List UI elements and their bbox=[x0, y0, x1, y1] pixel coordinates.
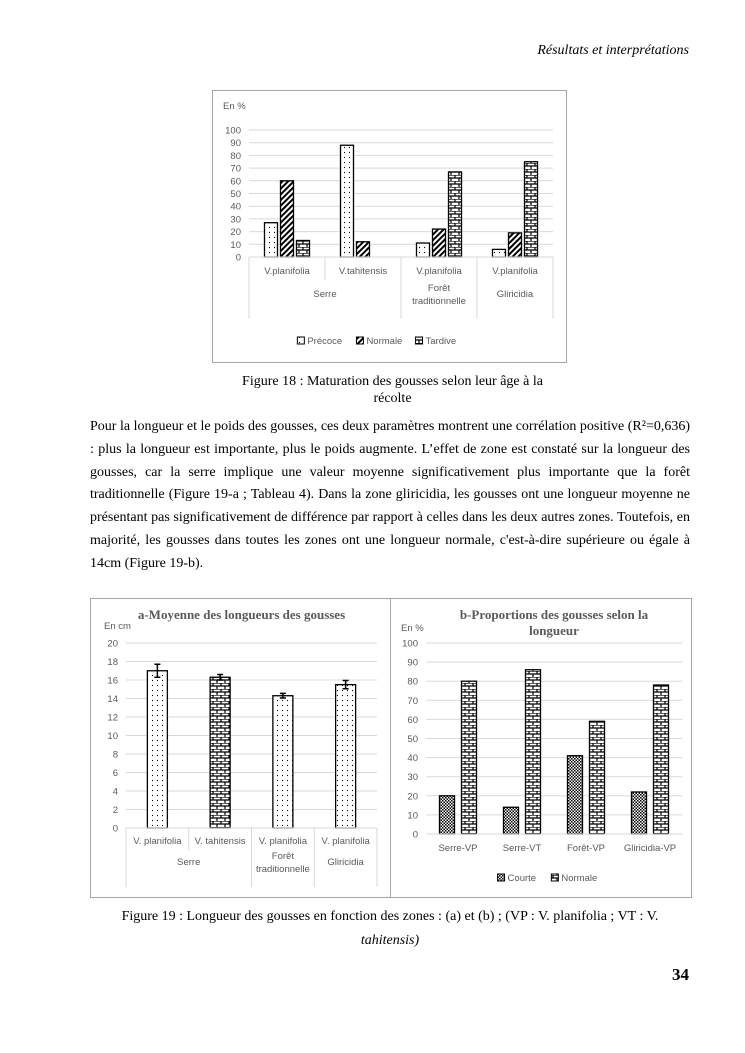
chart-title: a-Moyenne des longueurs des gousses bbox=[137, 607, 346, 622]
chart-title: longueur bbox=[529, 623, 579, 638]
bar-normale bbox=[654, 685, 669, 834]
y-tick-label: 70 bbox=[407, 695, 418, 707]
bar-longueur-moyenne bbox=[273, 696, 293, 828]
y-tick-label: 40 bbox=[230, 201, 241, 213]
y-tick-label: 10 bbox=[407, 810, 418, 822]
y-axis-label: En % bbox=[401, 623, 424, 634]
x-tick-label: V.tahitensis bbox=[338, 266, 388, 277]
chart-title: b-Proportions des gousses selon la bbox=[459, 607, 649, 622]
bar-normale bbox=[433, 229, 446, 257]
bar-courte bbox=[440, 796, 455, 834]
bar-tardive bbox=[525, 162, 538, 257]
x-tick-label: Serre-VT bbox=[502, 843, 542, 854]
group-label: Forêt bbox=[271, 851, 294, 862]
x-tick-label: V.planifolia bbox=[264, 266, 310, 277]
x-tick-label: V. planifolia bbox=[321, 836, 370, 847]
y-tick-label: 12 bbox=[107, 712, 118, 724]
legend-label: Normale bbox=[366, 336, 403, 347]
legend-label: Normale bbox=[561, 873, 598, 884]
group-label: traditionnelle bbox=[255, 864, 310, 875]
y-tick-label: 50 bbox=[407, 734, 418, 745]
bar-longueur-moyenne bbox=[210, 677, 230, 828]
legend-swatch bbox=[356, 337, 363, 344]
legend-swatch bbox=[416, 337, 423, 344]
bar-longueur-moyenne bbox=[147, 671, 167, 828]
caption-line: tahitensis) bbox=[360, 933, 420, 948]
x-tick-label: V.planifolia bbox=[416, 266, 462, 277]
group-label: Forêt bbox=[427, 283, 451, 294]
legend-swatch bbox=[498, 874, 505, 881]
x-tick-label: V. tahitensis bbox=[194, 836, 246, 847]
body-paragraph: Pour la longueur et le poids des gousses, ces deux paramètres montrent une corrélation positive (R²=0,636) : plus la longueur est importante, plus le poids augmente. L’effet de zone est constaté sur la longueur des gousses, car la serre implique une valeur moyenne significativement plus importante que la forêt traditionnelle (Figure 19-a ; Tableau 4). Dans la zone gliricidia, les gousses ont une longueur moyenne ne présentant pas significativement de différence par rapport à celles dans les deux autres zones. Toutefois, en majorité, les gousses dans toutes les zones ont une longueur normale, c'est-à-dire supérieure ou égale à 14cm (Figure 19-b). bbox=[90, 419, 690, 571]
y-tick-label: 16 bbox=[107, 675, 118, 687]
legend-label: Tardive bbox=[425, 336, 457, 347]
y-tick-label: 20 bbox=[407, 791, 418, 803]
y-tick-label: 0 bbox=[112, 823, 118, 835]
y-tick-label: 10 bbox=[107, 731, 118, 742]
y-tick-label: 60 bbox=[407, 714, 418, 726]
bar-normale bbox=[509, 233, 522, 257]
y-axis-label: En cm bbox=[104, 621, 131, 632]
x-tick-label: Gliricidia-VP bbox=[623, 843, 677, 854]
y-tick-label: 30 bbox=[407, 772, 418, 784]
y-tick-label: 50 bbox=[230, 189, 241, 200]
x-tick-label: V. planifolia bbox=[258, 836, 307, 847]
mean-length-chart bbox=[91, 599, 391, 897]
y-tick-label: 8 bbox=[112, 749, 118, 761]
y-tick-label: 10 bbox=[230, 239, 241, 251]
y-tick-label: 0 bbox=[235, 252, 241, 264]
bar-normale bbox=[357, 242, 370, 257]
maturation-chart bbox=[213, 91, 566, 362]
y-tick-label: 80 bbox=[407, 676, 418, 688]
bar-normale bbox=[281, 181, 294, 257]
bar-courte bbox=[632, 792, 647, 834]
y-axis-label: En % bbox=[223, 101, 246, 112]
x-tick-label: V. planifolia bbox=[133, 836, 182, 847]
y-tick-label: 80 bbox=[230, 150, 241, 162]
y-tick-label: 20 bbox=[230, 227, 241, 239]
figure-19-panel bbox=[90, 598, 692, 898]
figure-18-caption bbox=[200, 373, 585, 407]
bar-courte bbox=[568, 756, 583, 834]
y-tick-label: 18 bbox=[107, 657, 118, 668]
legend-swatch bbox=[551, 874, 558, 881]
legend-swatch bbox=[297, 337, 304, 344]
bar-tardive bbox=[297, 240, 310, 257]
group-label: Serre bbox=[177, 857, 201, 868]
bar-précoce bbox=[493, 249, 506, 257]
page-number: 34 bbox=[672, 965, 689, 984]
figure-19-caption bbox=[90, 905, 690, 953]
group-label: Gliricidia bbox=[496, 289, 534, 300]
y-tick-label: 4 bbox=[112, 786, 118, 798]
group-label: traditionnelle bbox=[412, 296, 466, 307]
y-tick-label: 90 bbox=[407, 657, 418, 669]
y-tick-label: 60 bbox=[230, 176, 241, 188]
running-header: Résultats et interprétations bbox=[537, 43, 689, 58]
bar-précoce bbox=[341, 145, 354, 257]
figure-18-chart bbox=[212, 90, 567, 363]
y-tick-label: 40 bbox=[407, 753, 418, 765]
x-tick-label: Forêt-VP bbox=[566, 843, 606, 854]
y-tick-label: 6 bbox=[112, 768, 118, 779]
y-tick-label: 100 bbox=[402, 638, 418, 650]
length-proportion-chart bbox=[391, 599, 691, 897]
group-label: Serre bbox=[313, 289, 337, 300]
y-tick-label: 30 bbox=[230, 214, 241, 226]
y-tick-label: 14 bbox=[107, 694, 118, 705]
bar-précoce bbox=[265, 223, 278, 257]
caption-line: Figure 18 : Maturation des gousses selon leur âge à la bbox=[242, 374, 543, 389]
bar-normale bbox=[526, 670, 541, 834]
bar-normale bbox=[590, 721, 605, 834]
bar-normale bbox=[462, 681, 477, 834]
y-tick-label: 90 bbox=[230, 138, 241, 150]
bar-longueur-moyenne bbox=[336, 685, 356, 828]
bar-précoce bbox=[417, 243, 430, 257]
x-tick-label: V.planifolia bbox=[492, 266, 538, 277]
legend-label: Précoce bbox=[307, 336, 343, 347]
legend-label: Courte bbox=[507, 873, 537, 884]
y-tick-label: 100 bbox=[225, 125, 241, 137]
x-tick-label: Serre-VP bbox=[438, 843, 478, 854]
caption-line: récolte bbox=[373, 391, 412, 406]
bar-tardive bbox=[449, 172, 462, 257]
y-tick-label: 70 bbox=[230, 163, 241, 175]
caption-line: Figure 19 : Longueur des gousses en fonction des zones : (a) et (b) ; (VP : V. planifolia ; VT : V. bbox=[121, 909, 659, 924]
y-tick-label: 0 bbox=[412, 829, 418, 841]
y-tick-label: 2 bbox=[112, 805, 118, 816]
group-label: Gliricidia bbox=[327, 857, 364, 868]
bar-courte bbox=[504, 807, 519, 834]
y-tick-label: 20 bbox=[107, 638, 118, 650]
